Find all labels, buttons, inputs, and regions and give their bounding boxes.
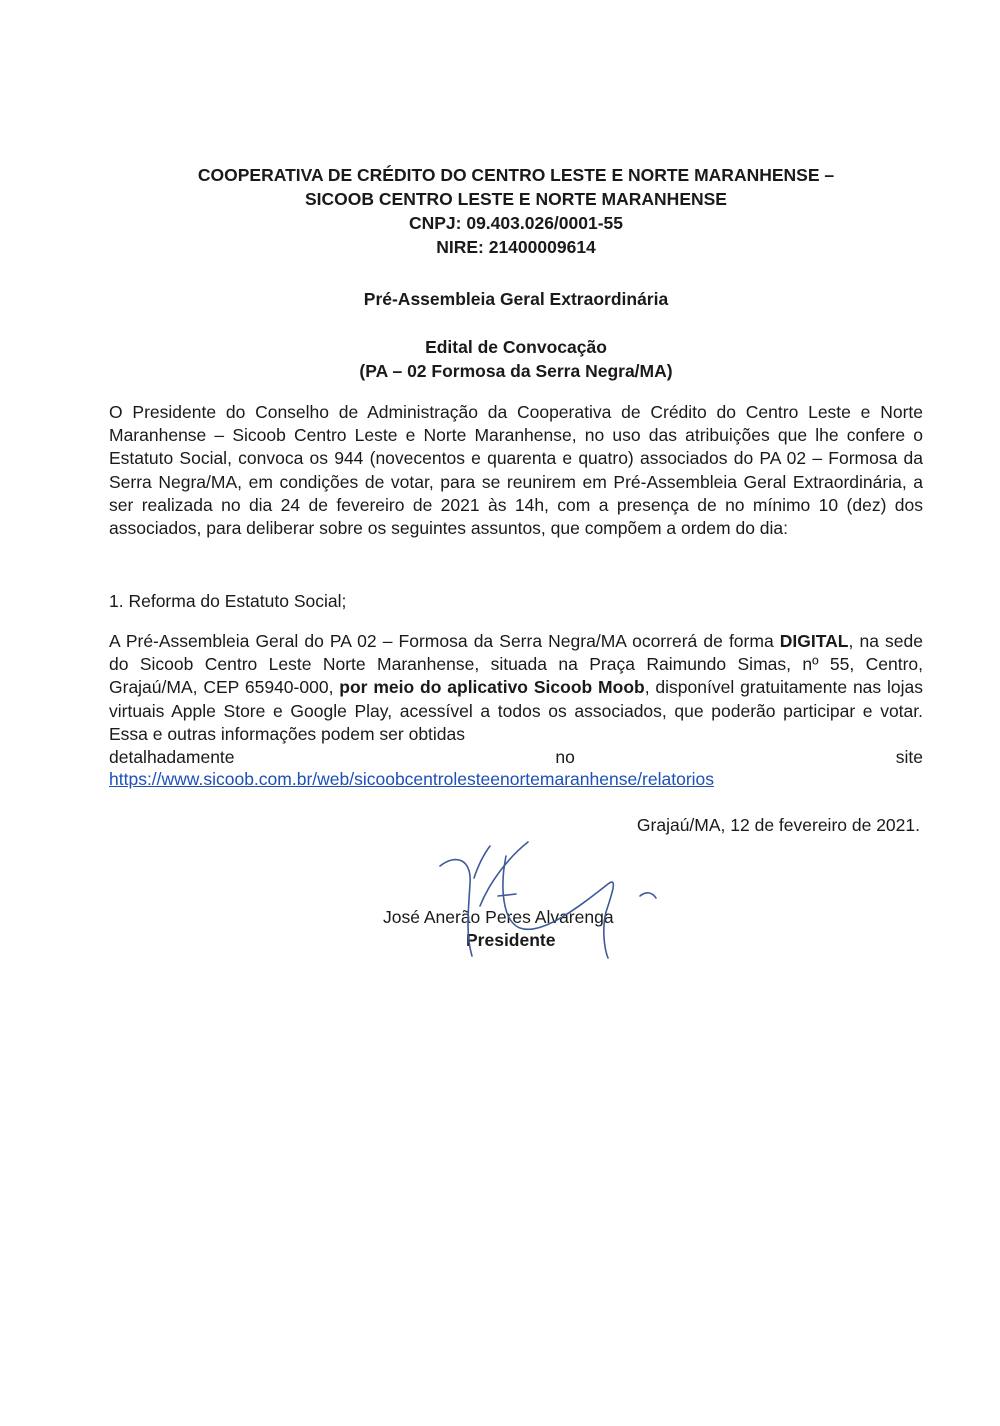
header-cnpj: CNPJ: 09.403.026/0001-55 <box>408 213 624 233</box>
info-text-2: , na sede do Sicoob Centro Leste Norte Maranhense, situada na Praça Raimundo Simas, nº 55, Centro, Grajaú/MA, CEP 65940-000, <box>109 631 923 698</box>
signature-icon <box>430 836 680 966</box>
info-text-1: A Pré-Assembleia Geral do PA 02 – Formosa da Serra Negra/MA ocorrerá de forma <box>109 631 780 651</box>
edital-title: Edital de Convocação <box>425 337 607 357</box>
reports-link[interactable]: https://www.sicoob.com.br/web/sicoobcentrolesteenortemaranhense/relatorios <box>109 769 715 789</box>
meeting-title: Pré-Assembleia Geral Extraordinária <box>363 289 669 309</box>
edital-location: (PA – 02 Formosa da Serra Negra/MA) <box>359 361 673 381</box>
info-text-3: , disponível gratuitamente nas lojas virtuais Apple Store e Google Play, acessível a todos os associados, que poderão participar e votar. Essa e outras informações podem ser obtidas <box>109 677 924 744</box>
header-nire: NIRE: 21400009614 <box>436 237 596 257</box>
edital-block <box>100 335 932 383</box>
signer-name: José Anerão Peres Alvarenga <box>383 907 614 927</box>
intro-paragraph: O Presidente do Conselho de Administração da Cooperativa de Crédito do Centro Leste e Norte Maranhense – Sicoob Centro Leste e Norte Maranhense, no uso das atribuições que lhe confere o Estatuto Social, convoca os 944 (novecentos e quarenta e quatro) associados do PA 02 – Formosa da Serra Negra/MA, em condições de votar, para se reunirem em Pré-Assembleia Geral Extraordinária, a ser realizada no dia 24 de fevereiro de 2021 às 14h, com a presença de no mínimo 10 (dez) dos associados, para deliberar sobre os seguintes assuntos, que compõem a ordem do dia: <box>109 402 923 539</box>
header-line-1: COOPERATIVA DE CRÉDITO DO CENTRO LESTE E NORTE MARANHENSE – <box>197 165 835 185</box>
tail-word-site: site <box>895 747 923 767</box>
info-paragraph <box>109 630 923 746</box>
info-tail-line <box>109 746 923 769</box>
tail-word-detalhadamente: detalhadamente <box>109 747 235 767</box>
dateline: Grajaú/MA, 12 de fevereiro de 2021. <box>636 815 920 835</box>
document-header <box>100 163 932 259</box>
info-bold-digital: DIGITAL <box>779 631 849 651</box>
signer-role: Presidente <box>466 930 556 950</box>
header-line-2: SICOOB CENTRO LESTE E NORTE MARANHENSE <box>305 189 727 209</box>
tail-word-no: no <box>555 747 575 767</box>
agenda-item: 1. Reforma do Estatuto Social; <box>109 591 347 611</box>
info-bold-app: por meio do aplicativo Sicoob Moob <box>339 677 645 698</box>
